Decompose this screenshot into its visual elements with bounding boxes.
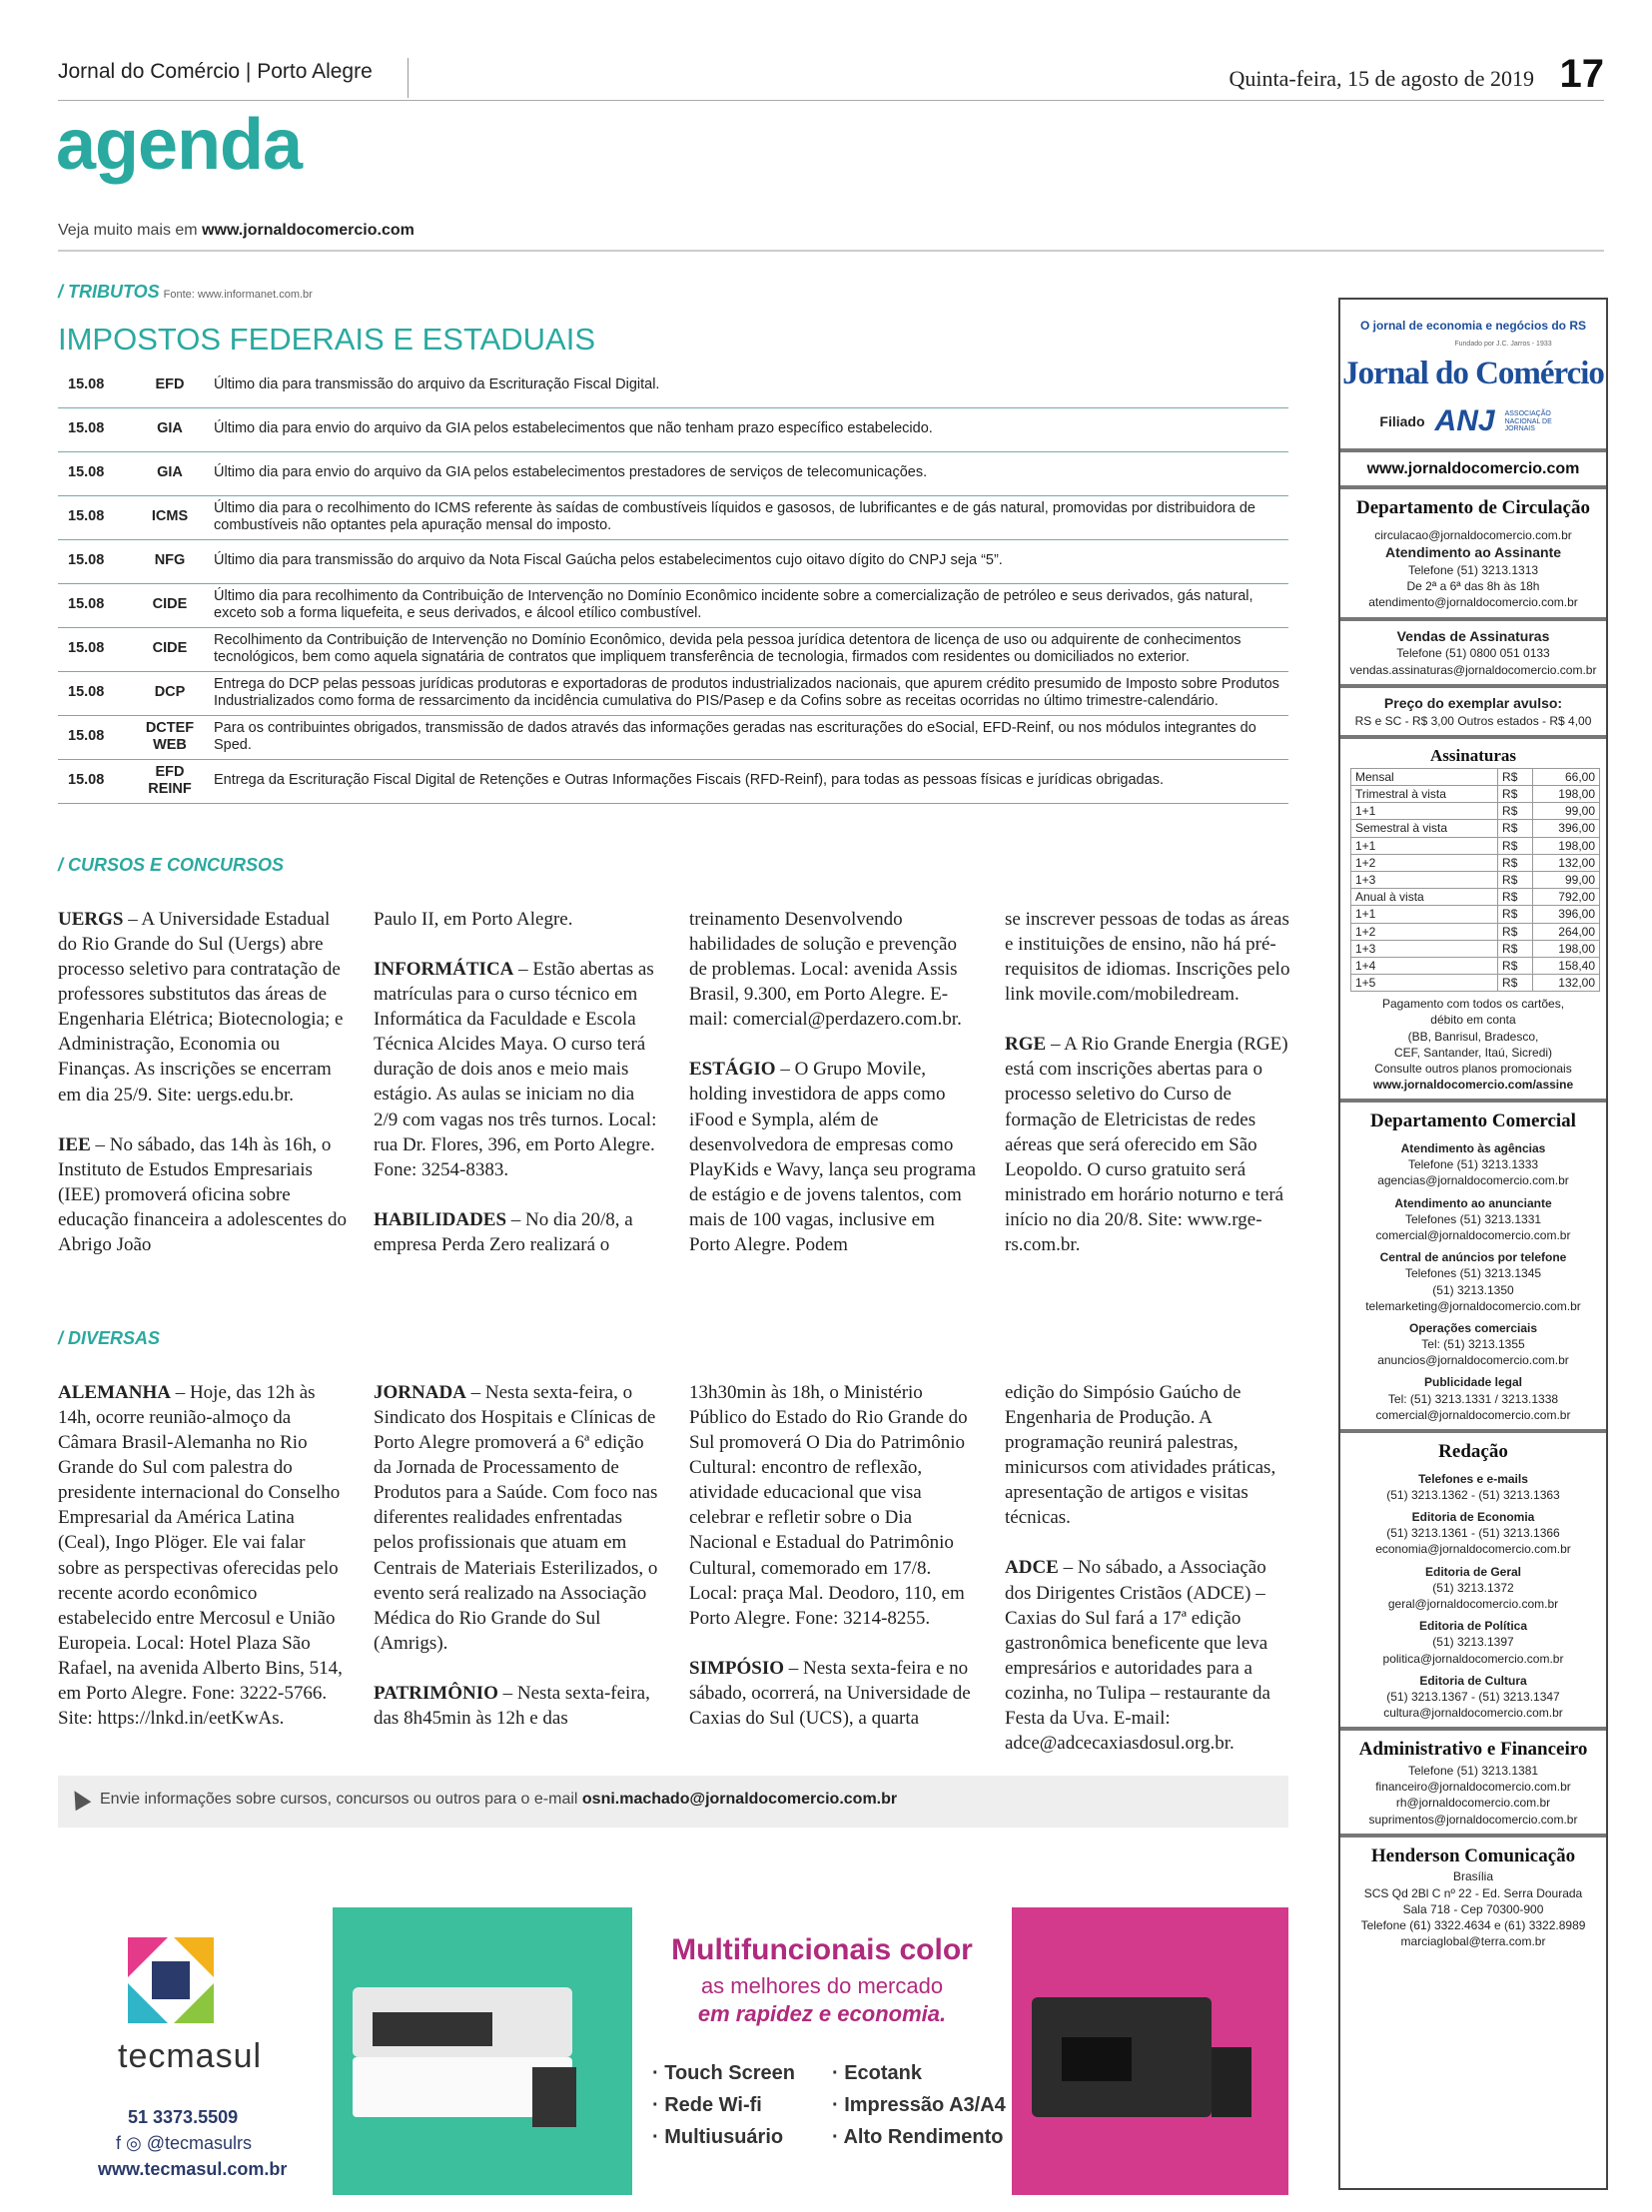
list-line: SCS Qd 2Bl C nº 22 - Ed. Serra Dourada — [1363, 1885, 1583, 1900]
article-head: RGE — [1005, 1034, 1047, 1056]
tax-text: Entrega do DCP pelas pessoas jurídicas produtoras e exportadoras de produtos industrializados nacionais, que apurem crédito presumido de Imposto sobre Produtos Industrializados como forma de ressarcimento da incidência cumulativa do PIS/Pasep e da Cofins sobre as receitas ocorridas no último trimestre-calendário. — [210, 671, 1288, 715]
list-line: marciaglobal@terra.com.br — [1400, 1934, 1546, 1949]
facebook-icon: f — [116, 2133, 127, 2153]
tributos-source: Fonte: www.informanet.com.br — [163, 289, 313, 301]
instagram-icon: ◎ — [126, 2133, 147, 2153]
list-line: Telefone (51) 3213.1381 — [1407, 1763, 1539, 1778]
subscription-cell: R$ — [1498, 906, 1533, 923]
article-paragraph — [58, 907, 348, 1107]
ad-sub2: em rapidez e economia. — [697, 2001, 947, 2026]
block-heading: Editoria de Política — [1418, 1619, 1528, 1634]
subscription-table — [1350, 768, 1600, 992]
anj-logo-icon: ANJ — [1434, 404, 1495, 438]
subscription-row — [1351, 906, 1600, 923]
tax-text: Para os contribuintes obrigados, transmissão de dados através das informações geradas nas escriturações do eSocial, EFD-Reinf, ou nos módulos integrantes do Sped. — [210, 715, 1288, 759]
article-head: IEE — [58, 1133, 91, 1155]
header-rule — [58, 100, 1604, 101]
article-body: – No sábado, a Associação dos Dirigentes Cristãos (ADCE) – Caxias do Sul fará a 17ª edição gastronômica beneficente que leva empresários e autoridades para a cozinha, no Tulipa – restaurante da Festa da Uva. E-mail: adce@adcecaxiasdosul.org.br. — [1005, 1557, 1270, 1755]
sidebar-content — [1340, 318, 1606, 1949]
article-paragraph — [689, 1057, 979, 1257]
block-line: politica@jornaldocomercio.com.br — [1382, 1651, 1564, 1666]
diversas-col-1 — [58, 1380, 348, 1781]
block-line: anuncios@jornaldocomercio.com.br — [1377, 1353, 1569, 1368]
ad-pink-panel — [1012, 1907, 1288, 2195]
cursos-col-4 — [1005, 907, 1294, 1282]
article-paragraph — [58, 1132, 348, 1257]
tax-row — [58, 407, 1288, 451]
com-blocks — [1340, 1140, 1606, 1423]
list-line: Sala 718 - Cep 70300-900 — [1402, 1901, 1544, 1916]
article-paragraph — [1005, 1380, 1294, 1530]
tax-date: 15.08 — [58, 759, 130, 803]
tax-code: CIDE — [130, 583, 210, 627]
tecmasul-logo-icon — [128, 1937, 214, 2023]
sidebar-filiado: Filiado — [1379, 412, 1425, 429]
subscription-cell: 396,00 — [1533, 906, 1600, 923]
article-paragraph — [1005, 907, 1294, 1007]
article-head: HABILIDADES — [374, 1208, 507, 1230]
article-paragraph — [374, 1207, 663, 1257]
subscription-row — [1351, 871, 1600, 888]
article-paragraph — [58, 1380, 348, 1731]
subscription-row — [1351, 820, 1600, 837]
block-line: (51) 3213.1372 — [1432, 1580, 1514, 1595]
submit-info-bar — [58, 1776, 1288, 1828]
subscription-cell: R$ — [1498, 871, 1533, 888]
article-body: – Estão abertas as matrículas para o curso técnico em Informática da Faculdade e Escola Técnica Alcides Maya. O curso terá duração de dois anos e meio mais estágio. As aulas se iniciam no dia 2/9 com vagas nos três turnos. Local: rua Dr. Flores, 396, em Porto Alegre. Fone: 3254-8383. — [374, 959, 657, 1180]
list-line: Telefone (61) 3322.4634 e (61) 3322.8989 — [1360, 1917, 1586, 1932]
article-paragraph — [689, 1380, 979, 1631]
envie-email-link[interactable]: osni.machado@jornaldocomercio.com.br — [581, 1791, 898, 1808]
article-body: – A Universidade Estadual do Rio Grande do Sul (Uergs) abre processo seletivo para contratação de professores substitutos das áreas de Engenharia Elétrica; Biotecnologia; e Administração, Economia ou Finanças. As inscrições se encerram em dia 25/9. Site: uergs.edu.br. — [58, 909, 344, 1106]
subscription-cell: 198,00 — [1533, 940, 1600, 957]
block-heading: Operações comerciais — [1408, 1320, 1538, 1335]
list-line: Telefone (51) 0800 051 0133 — [1396, 646, 1550, 661]
cursos-col-1 — [58, 907, 348, 1282]
article-body: edição do Simpósio Gaúcho de Engenharia de Produção. A programação reunirá palestras, minicursos com atividades práticas, apresentação de artigos e visitas técnicas. — [1005, 1382, 1276, 1529]
tax-row — [58, 364, 1288, 407]
subscription-cell: 198,00 — [1533, 837, 1600, 854]
tax-text: Último dia para o recolhimento do ICMS referente às saídas de combustíveis líquidos e gasosos, de lubrificantes e de gás natural, promovidas por distribuidora de combustíveis não optantes pela apuração mensal do imposto. — [210, 495, 1288, 539]
tributos-header — [58, 282, 313, 303]
adm-title: Administrativo e Financeiro — [1358, 1739, 1588, 1761]
block-line: (51) 3213.1362 - (51) 3213.1363 — [1386, 1487, 1560, 1502]
list-line: Telefone (51) 3213.1313 — [1407, 562, 1539, 577]
sidebar-divider — [1340, 1834, 1606, 1838]
tagline-rule — [58, 250, 1604, 252]
block-heading: Editoria de Economia — [1411, 1510, 1535, 1525]
subscription-cell: Semestral à vista — [1351, 820, 1498, 837]
article-head: ADCE — [1005, 1557, 1059, 1579]
diversas-col-2 — [374, 1380, 663, 1781]
sidebar-divider — [1340, 617, 1606, 621]
tax-text: Entrega da Escrituração Fiscal Digital de Retenções e Outras Informações Fiscais (RFD-Reinf), para todas as pessoas físicas e jurídicas obrigadas. — [210, 759, 1288, 803]
sidebar-divider — [1340, 485, 1606, 489]
article-paragraph — [374, 907, 663, 932]
subscription-cell: R$ — [1498, 889, 1533, 906]
block-line: telemarketing@jornaldocomercio.com.br — [1365, 1298, 1581, 1313]
subscription-row — [1351, 803, 1600, 820]
subscription-cell: R$ — [1498, 820, 1533, 837]
tax-code: EFD — [130, 364, 210, 407]
subscription-cell: R$ — [1498, 957, 1533, 974]
list-line: débito em conta — [1430, 1013, 1516, 1028]
diversas-label: / DIVERSAS — [58, 1328, 161, 1348]
sidebar-anj-sub: ASSOCIAÇÃO NACIONAL DE JORNAIS — [1504, 409, 1552, 433]
subscription-cell: 158,40 — [1533, 957, 1600, 974]
article-head: SIMPÓSIO — [689, 1657, 785, 1679]
subscription-cell: 132,00 — [1533, 854, 1600, 871]
subscription-row — [1351, 786, 1600, 803]
block-line: geral@jornaldocomercio.com.br — [1387, 1596, 1559, 1611]
article-body: se inscrever pessoas de todas as áreas e instituições de ensino, não há pré-requisitos de idiomas. Inscrições pelo link movile.com/mobiledream. — [1005, 909, 1290, 1006]
hen-lines — [1340, 1868, 1606, 1949]
subscription-cell: 99,00 — [1533, 803, 1600, 820]
list-line: Brasília — [1452, 1869, 1493, 1884]
article-body: – Hoje, das 12h às 14h, ocorre reunião-almoço da Câmara Brasil-Alemanha no Rio Grande do Sul com palestra do presidente internacional do Conselho Empresarial da América Latina (Ceal), Ingo Plöger. Ele vai falar sobre as perspectivas oferecidas pelo recente acordo econômico estabelecido entre Mercosul e União Europeia. Local: Hotel Plaza São Rafael, na avenida Alberto Bins, 514, em Porto Alegre. Fone: 3222-5766. Site: https://lnkd.in/eetKwAs. — [58, 1382, 343, 1730]
block-line: (51) 3213.1350 — [1432, 1282, 1514, 1297]
subscription-cell: 1+1 — [1351, 906, 1498, 923]
subscription-cell: Mensal — [1351, 768, 1498, 785]
block-line: (51) 3213.1397 — [1432, 1635, 1514, 1650]
tax-code: NFG — [130, 539, 210, 583]
tecmasul-ad[interactable] — [58, 1907, 1288, 2195]
pag-site[interactable]: www.jornaldocomercio.com/assine — [1372, 1078, 1574, 1093]
printer-image-right — [1032, 1967, 1261, 2147]
tax-text: Recolhimento da Contribuição de Intervenção no Domínio Econômico, devida pela pessoa jurídica detentora de licença de uso ou adquirente de conhecimentos tecnológicos, bem como aquela signatária de contratos que impliquem transferência de tecnologia, firmados com residentes ou domiciliados no exterior. — [210, 627, 1288, 671]
article-paragraph — [374, 957, 663, 1182]
subscription-cell: 1+1 — [1351, 837, 1498, 854]
assinante-lines — [1340, 562, 1606, 611]
article-head: INFORMÁTICA — [374, 959, 514, 981]
list-line: atendimento@jornaldocomercio.com.br — [1368, 595, 1578, 610]
circ-title: Departamento de Circulação — [1356, 497, 1590, 519]
tax-text: Último dia para recolhimento da Contribuição de Intervenção no Domínio Econômico incidente sobre a comercialização de petróleo e seus derivados, gás natural, exceto sob a forma liquefeita, e seus derivados, e álcool etílico combustível. — [210, 583, 1288, 627]
block-line: agencias@jornaldocomercio.com.br — [1377, 1173, 1569, 1188]
sidebar-divider — [1340, 1429, 1606, 1433]
article-body: – O Grupo Movile, holding investidora de apps como iFood e Sympla, além de desenvolvedora de empresas como PlayKids e Wavy, lança seu programa de estágio e de jovens talentos, com mais de 100 vagas, inclusive em Porto Alegre. Podem — [689, 1059, 977, 1255]
page-number: 17 — [1559, 52, 1604, 96]
tax-text: Último dia para transmissão do arquivo da Nota Fiscal Gaúcha pelos estabelecimentos cujo oitavo dígito do CNPJ seja “5”. — [210, 539, 1288, 583]
subscription-row — [1351, 768, 1600, 785]
block-heading: Atendimento às agências — [1400, 1141, 1546, 1156]
list-line: · Ecotank — [832, 2062, 923, 2084]
block-heading: Central de anúncios por telefone — [1379, 1250, 1567, 1265]
hen-title: Henderson Comunicação — [1370, 1844, 1576, 1866]
sidebar-divider — [1340, 448, 1606, 452]
subscription-row — [1351, 975, 1600, 992]
subscription-cell: 396,00 — [1533, 820, 1600, 837]
tax-row — [58, 671, 1288, 715]
ad-headline: Multifuncionais color — [671, 1933, 973, 1966]
list-line: De 2ª a 6ª das 8h às 18h — [1406, 579, 1540, 594]
list-line: (BB, Banrisul, Bradesco, — [1407, 1029, 1539, 1044]
subscription-cell: 99,00 — [1533, 871, 1600, 888]
subscription-cell: 66,00 — [1533, 768, 1600, 785]
list-line: Pagamento com todos os cartões, — [1381, 997, 1565, 1012]
tax-date: 15.08 — [58, 364, 130, 407]
block-line: Telefones (51) 3213.1331 — [1404, 1211, 1542, 1226]
article-body: – Nesta sexta-feira e no sábado, ocorrerá, na Universidade de Caxias do Sul (UCS), a quarta — [689, 1657, 971, 1729]
subscription-row — [1351, 940, 1600, 957]
article-body: 13h30min às 18h, o Ministério Público do Estado do Rio Grande do Sul promoverá O Dia do Patrimônio Cultural: encontro de reflexão, atividade educacional que visa celebrar e refletir sobre o Dia Nacional e Estadual do Patrimônio Cultural, comemorado em 17/8. Local: praça Mal. Deodoro, 110, em Porto Alegre. Fone: 3214-8255. — [689, 1382, 968, 1629]
subscription-cell: 132,00 — [1533, 975, 1600, 992]
assinante-title: Atendimento ao Assinante — [1384, 544, 1562, 561]
cursos-columns — [58, 907, 1294, 1282]
tax-text: Último dia para transmissão do arquivo da Escrituração Fiscal Digital. — [210, 364, 1288, 407]
adm-lines — [1340, 1763, 1606, 1828]
subscription-cell: 1+5 — [1351, 975, 1498, 992]
subscription-cell: 198,00 — [1533, 786, 1600, 803]
envie-text: Envie informações sobre cursos, concursos ou outros para o e-mail — [100, 1791, 582, 1808]
subscription-cell: R$ — [1498, 975, 1533, 992]
article-paragraph — [374, 1681, 663, 1731]
tax-row — [58, 715, 1288, 759]
tax-row — [58, 539, 1288, 583]
subscription-cell: 1+1 — [1351, 803, 1498, 820]
subscription-row — [1351, 889, 1600, 906]
preco-title: Preço do exemplar avulso: — [1383, 694, 1563, 711]
article-paragraph — [689, 1656, 979, 1731]
header-date: Quinta-feira, 15 de agosto de 2019 — [1229, 66, 1534, 91]
list-line: rh@jornaldocomercio.com.br — [1395, 1796, 1551, 1811]
subscription-cell: R$ — [1498, 786, 1533, 803]
article-paragraph — [689, 907, 979, 1032]
sidebar-divider — [1340, 684, 1606, 688]
sidebar-tagline: O jornal de economia e negócios do RS — [1359, 319, 1587, 333]
circ-email: circulacao@jornaldocomercio.com.br — [1374, 527, 1572, 542]
tax-code: GIA — [130, 407, 210, 451]
ad-features-right — [832, 2057, 1006, 2153]
printer-image-left — [353, 1967, 592, 2137]
tax-date: 15.08 — [58, 583, 130, 627]
tax-row — [58, 759, 1288, 803]
subscription-cell: 1+3 — [1351, 871, 1498, 888]
ad-brand-name: tecmasul — [118, 2037, 263, 2075]
tributos-label: / TRIBUTOS — [58, 282, 160, 302]
subscription-cell: 264,00 — [1533, 923, 1600, 940]
tax-date: 15.08 — [58, 495, 130, 539]
subscription-row — [1351, 923, 1600, 940]
article-paragraph — [1005, 1032, 1294, 1257]
sidebar-divider — [1340, 735, 1606, 739]
ad-sub1: as melhores do mercado — [700, 1973, 944, 1998]
list-line: suprimentos@jornaldocomercio.com.br — [1368, 1812, 1578, 1827]
tax-code: DCP — [130, 671, 210, 715]
article-paragraph — [374, 1380, 663, 1656]
block-heading: Telefones e e-mails — [1418, 1471, 1528, 1486]
sidebar-divider — [1340, 1727, 1606, 1731]
preco-value: RS e SC - R$ 3,00 Outros estados - R$ 4,00 — [1354, 713, 1592, 728]
block-line: Telefones (51) 3213.1345 — [1404, 1266, 1542, 1281]
ad-site: www.tecmasul.com.br — [98, 2159, 288, 2179]
tax-row — [58, 495, 1288, 539]
cursos-col-2 — [374, 907, 663, 1282]
tax-date: 15.08 — [58, 671, 130, 715]
tax-text: Último dia para envio do arquivo da GIA pelos estabelecimentos prestadores de serviços de telecomunicações. — [210, 451, 1288, 495]
sidebar-founded: Fundado por J.C. Jarros - 1933 — [1454, 341, 1552, 349]
tax-row — [58, 627, 1288, 671]
ad-social — [116, 2133, 252, 2154]
taxes-title: IMPOSTOS FEDERAIS E ESTADUAIS — [58, 322, 596, 357]
sidebar-divider — [1340, 1099, 1606, 1103]
tax-date: 15.08 — [58, 539, 130, 583]
pag-lines — [1340, 996, 1606, 1077]
article-body: – Nesta sexta-feira, o Sindicato dos Hospitais e Clínicas de Porto Alegre promoverá a 6ª edição da Jornada de Processamento de Produtos para a Saúde. Com foco nas diferentes realidades enfrentadas pelos profissionais que atuam em Centrais de Materiais Esterilizados, o evento será realizado na Associação Médica do Rio Grande do Sul (Amrigs). — [374, 1382, 658, 1654]
header-divider — [408, 58, 409, 98]
red-blocks — [1340, 1471, 1606, 1722]
tax-date: 15.08 — [58, 407, 130, 451]
subscription-cell: 1+2 — [1351, 854, 1498, 871]
newspaper-name: Jornal do Comércio | Porto Alegre — [58, 60, 373, 83]
article-body: – A Rio Grande Energia (RGE) está com inscrições abertas para o processo seletivo do Curso de formação de Eletricistas de redes aéreas que será oferecido em São Leopoldo. O curso gratuito será ministrado em horário noturno e terá início no dia 20/8. Site: www.rge-rs.com.br. — [1005, 1034, 1288, 1255]
assin-title: Assinaturas — [1430, 745, 1516, 765]
article-head: ESTÁGIO — [689, 1059, 776, 1081]
ad-green-panel — [333, 1907, 632, 2195]
block-line: cultura@jornaldocomercio.com.br — [1383, 1706, 1563, 1721]
tagline — [58, 222, 414, 240]
block-line: Tel: (51) 3213.1355 — [1421, 1337, 1525, 1352]
article-head: UERGS — [58, 909, 124, 930]
red-title: Redação — [1438, 1441, 1508, 1463]
list-line: financeiro@jornaldocomercio.com.br — [1375, 1780, 1571, 1795]
subscription-row — [1351, 837, 1600, 854]
sidebar-site[interactable]: www.jornaldocomercio.com — [1366, 459, 1580, 477]
article-body: – No sábado, das 14h às 16h, o Instituto de Estudos Empresariais (IEE) promoverá oficina sobre educação financeira a adolescentes do Abrigo João — [58, 1133, 348, 1255]
block-line: (51) 3213.1367 - (51) 3213.1347 — [1386, 1689, 1560, 1704]
ad-brand-panel — [58, 1907, 333, 2195]
block-line: comercial@jornaldocomercio.com.br — [1375, 1227, 1571, 1242]
tax-date: 15.08 — [58, 627, 130, 671]
subscription-cell: R$ — [1498, 854, 1533, 871]
ad-features-left — [652, 2057, 795, 2153]
block-line: comercial@jornaldocomercio.com.br — [1375, 1407, 1571, 1422]
list-line: CEF, Santander, Itaú, Sicredi) — [1393, 1045, 1553, 1060]
article-body: – Nesta sexta-feira, das 8h45min às 12h e das — [374, 1682, 650, 1729]
block-line: Telefone (51) 3213.1333 — [1407, 1157, 1539, 1172]
subscription-cell: Anual à vista — [1351, 889, 1498, 906]
diversas-col-4 — [1005, 1380, 1294, 1781]
block-heading: Atendimento ao anunciante — [1394, 1195, 1552, 1210]
tagline-prefix: Veja muito mais em — [58, 222, 203, 239]
tax-code: DCTEF WEB — [130, 715, 210, 759]
diversas-columns — [58, 1380, 1294, 1781]
subscription-cell: R$ — [1498, 940, 1533, 957]
masthead-sidebar — [1338, 298, 1608, 2190]
article-body: treinamento Desenvolvendo habilidades de solução e prevenção de problemas. Local: avenida Assis Brasil, 9.300, em Porto Alegre. E-mail: comercial@perdazero.com.br. — [689, 909, 962, 1031]
sidebar-logo: Jornal do Comércio — [1342, 355, 1604, 391]
list-line: · Rede Wi-fi — [652, 2094, 762, 2116]
vendas-lines — [1340, 645, 1606, 677]
vendas-title: Vendas de Assinaturas — [1396, 627, 1550, 644]
tax-code: ICMS — [130, 495, 210, 539]
ad-center-panel — [632, 1907, 1012, 2195]
subscription-cell: R$ — [1498, 803, 1533, 820]
tax-date: 15.08 — [58, 715, 130, 759]
subscription-cell: Trimestral à vista — [1351, 786, 1498, 803]
subscription-cell: R$ — [1498, 923, 1533, 940]
tax-date: 15.08 — [58, 451, 130, 495]
block-heading: Publicidade legal — [1423, 1375, 1523, 1390]
block-line: Tel: (51) 3213.1331 / 3213.1338 — [1387, 1391, 1559, 1406]
list-line: · Impressão A3/A4 — [832, 2094, 1006, 2116]
article-head: PATRIMÔNIO — [374, 1682, 498, 1704]
list-line: · Multiusuário — [652, 2126, 784, 2148]
tax-row — [58, 583, 1288, 627]
subscription-cell: 1+4 — [1351, 957, 1498, 974]
cursos-label: / CURSOS E CONCURSOS — [58, 855, 285, 875]
tagline-link[interactable]: www.jornaldocomercio.com — [202, 222, 414, 239]
section-title: agenda — [56, 105, 303, 185]
list-line: vendas.assinaturas@jornaldocomercio.com.br — [1349, 662, 1597, 677]
subscription-row — [1351, 957, 1600, 974]
tax-text: Último dia para envio do arquivo da GIA pelos estabelecimentos que não tenham prazo específico estabelecido. — [210, 407, 1288, 451]
ad-phone: 51 3373.5509 — [128, 2107, 239, 2127]
subscription-cell: R$ — [1498, 768, 1533, 785]
subscription-cell: 792,00 — [1533, 889, 1600, 906]
tax-code: CIDE — [130, 627, 210, 671]
block-line: (51) 3213.1361 - (51) 3213.1366 — [1386, 1526, 1560, 1541]
ad-social-handle: @tecmasulrs — [146, 2133, 253, 2153]
tax-row — [58, 451, 1288, 495]
block-heading: Editoria de Geral — [1424, 1564, 1522, 1579]
article-paragraph — [1005, 1555, 1294, 1756]
subscription-cell: R$ — [1498, 837, 1533, 854]
article-body: Paulo II, em Porto Alegre. — [374, 909, 573, 930]
tax-code: EFD REINF — [130, 759, 210, 803]
cursos-col-3 — [689, 907, 979, 1282]
subscription-cell: 1+3 — [1351, 940, 1498, 957]
block-heading: Editoria de Cultura — [1419, 1673, 1527, 1688]
tax-table — [58, 364, 1288, 804]
article-head: ALEMANHA — [58, 1382, 171, 1403]
com-title: Departamento Comercial — [1370, 1110, 1576, 1132]
sidebar-anj — [1340, 401, 1606, 442]
block-line: economia@jornaldocomercio.com.br — [1375, 1542, 1571, 1557]
list-line: · Touch Screen — [652, 2062, 795, 2084]
subscription-row — [1351, 854, 1600, 871]
article-head: JORNADA — [374, 1382, 466, 1403]
article-body: – No dia 20/8, a empresa Perda Zero realizará o — [374, 1208, 633, 1255]
list-line: · Alto Rendimento — [832, 2126, 1004, 2148]
tax-code: GIA — [130, 451, 210, 495]
subscription-cell: 1+2 — [1351, 923, 1498, 940]
list-line: Consulte outros planos promocionais — [1374, 1062, 1572, 1077]
diversas-col-3 — [689, 1380, 979, 1781]
